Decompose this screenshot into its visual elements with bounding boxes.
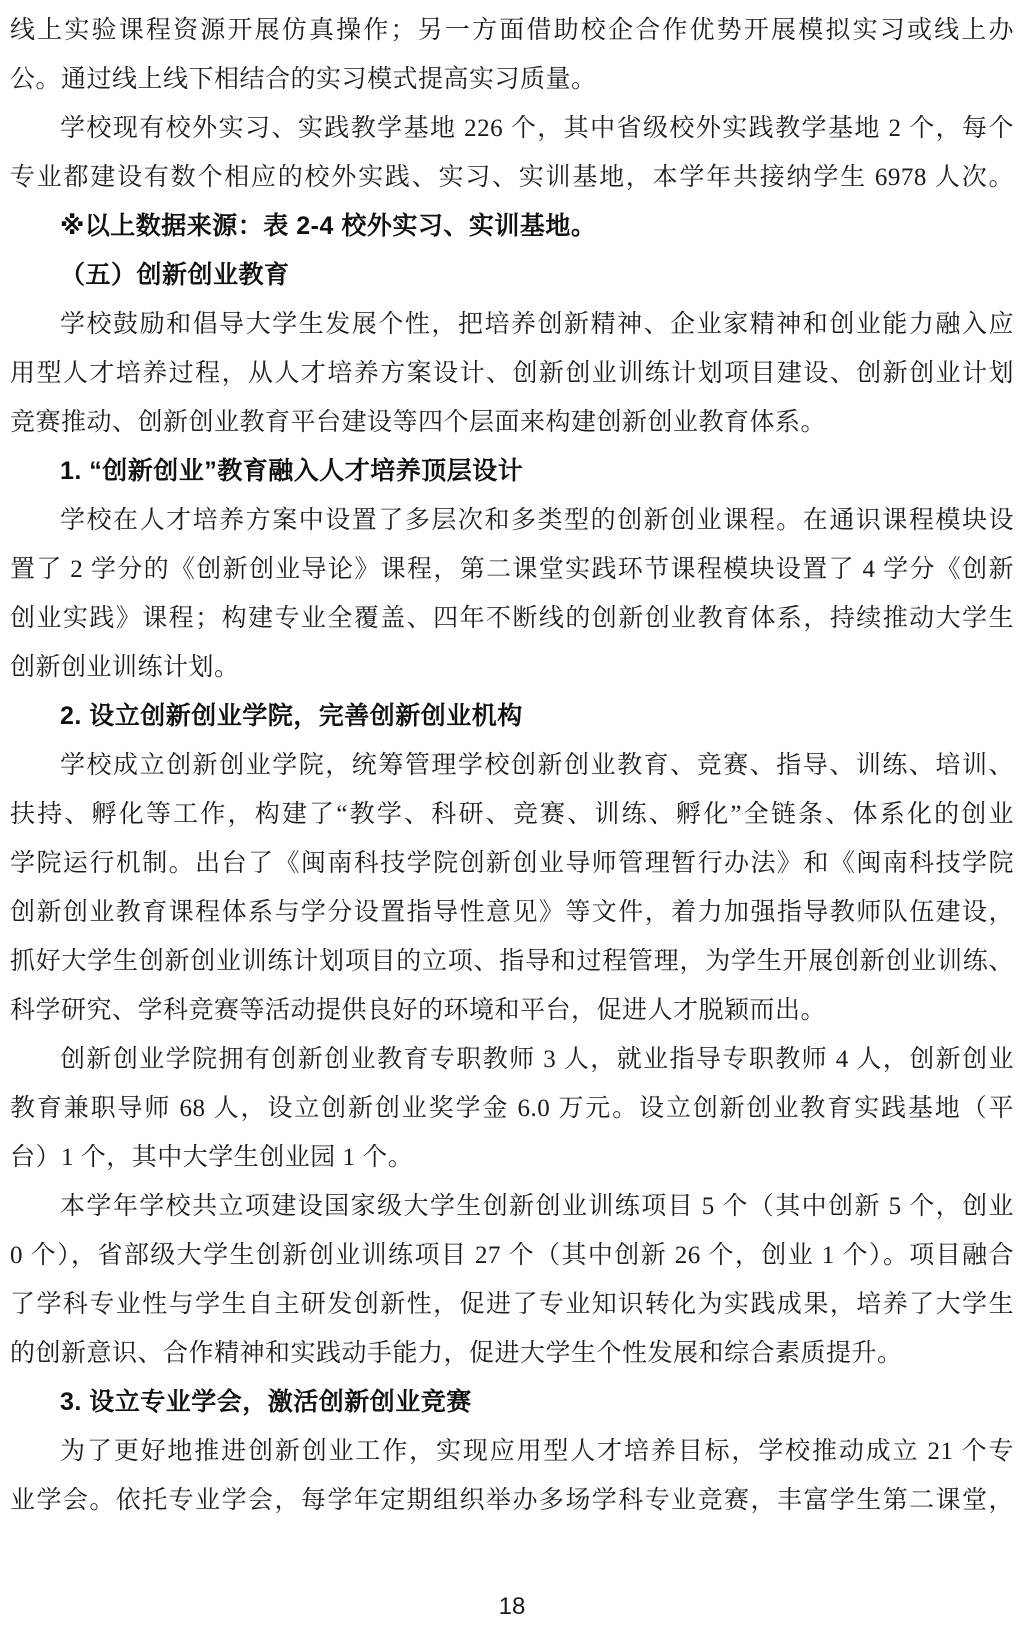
data-source-note: ※以上数据来源：表 2-4 校外实习、实训基地。 xyxy=(60,212,597,240)
text-line: 扶持、孵化等工作，构建了“教学、科研、竞赛、训练、孵化”全链条、体系化的创业 xyxy=(10,801,1014,828)
text-line: 学校在人才培养方案中设置了多层次和多类型的创新创业课程。在通识课程模块设 xyxy=(60,507,1014,534)
text-line: 学校鼓励和倡导大学生发展个性，把培养创新精神、企业家精神和创业能力融入应 xyxy=(60,311,1014,338)
text-line: 线上实验课程资源开展仿真操作；另一方面借助校企合作优势开展模拟实习或线上办 xyxy=(10,17,1014,44)
text-line: 专业都建设有数个相应的校外实践、实习、实训基地，本学年共接纳学生 6978 人次。 xyxy=(10,164,1014,191)
text-line: 抓好大学生创新创业训练计划项目的立项、指导和过程管理，为学生开展创新创业训练、 xyxy=(10,948,1014,975)
page-number: 18 xyxy=(498,1593,526,1620)
text-line: 的创新意识、合作精神和实践动手能力，促进大学生个性发展和综合素质提升。 xyxy=(10,1340,903,1367)
text-line: 学校现有校外实习、实践教学基地 226 个，其中省级校外实践教学基地 2 个，每个 xyxy=(60,115,1014,142)
text-line: 公。通过线上线下相结合的实习模式提高实习质量。 xyxy=(10,66,597,93)
document-body xyxy=(10,6,1014,1525)
text-line: 教育兼职导师 68 人，设立创新创业奖学金 6.0 万元。设立创新创业教育实践基地（平 xyxy=(10,1095,1014,1122)
text-line: 置了 2 学分的《创新创业导论》课程，第二课堂实践环节课程模块设置了 4 学分《创新 xyxy=(10,556,1014,583)
section-heading: 3. 设立专业学会，激活创新创业竞赛 xyxy=(60,1388,472,1416)
section-heading: 1. “创新创业”教育融入人才培养顶层设计 xyxy=(60,457,524,485)
text-line: 台）1 个，其中大学生创业园 1 个。 xyxy=(10,1144,414,1171)
text-line: 科学研究、学科竞赛等活动提供良好的环境和平台，促进人才脱颖而出。 xyxy=(10,997,827,1024)
text-line: 本学年学校共立项建设国家级大学生创新创业训练项目 5 个（其中创新 5 个，创业 xyxy=(60,1193,1014,1220)
text-line: 学校成立创新创业学院，统筹管理学校创新创业教育、竞赛、指导、训练、培训、 xyxy=(60,752,1014,779)
text-line: 为了更好地推进创新创业工作，实现应用型人才培养目标，学校推动成立 21 个专 xyxy=(60,1438,1014,1465)
text-line: 了学科专业性与学生自主研发创新性，促进了专业知识转化为实践成果，培养了大学生 xyxy=(10,1291,1014,1318)
text-line: 0 个），省部级大学生创新创业训练项目 27 个（其中创新 26 个，创业 1 个）。项目融合 xyxy=(10,1242,1014,1269)
text-line: 业学会。依托专业学会，每学年定期组织举办多场学科专业竞赛，丰富学生第二课堂， xyxy=(10,1487,1014,1514)
text-line: 竞赛推动、创新创业教育平台建设等四个层面来构建创新创业教育体系。 xyxy=(10,409,827,436)
text-line: 创新创业教育课程体系与学分设置指导性意见》等文件，着力加强指导教师队伍建设， xyxy=(10,899,1014,926)
text-line: 用型人才培养过程，从人才培养方案设计、创新创业训练计划项目建设、创新创业计划 xyxy=(10,360,1014,387)
section-heading: 2. 设立创新创业学院，完善创新创业机构 xyxy=(60,702,523,730)
text-line: 创业实践》课程；构建专业全覆盖、四年不断线的创新创业教育体系，持续推动大学生 xyxy=(10,605,1014,632)
section-heading: （五）创新创业教育 xyxy=(60,261,290,289)
text-line: 创新创业学院拥有创新创业教育专职教师 3 人，就业指导专职教师 4 人，创新创业 xyxy=(60,1046,1014,1073)
text-line: 学院运行机制。出台了《闽南科技学院创新创业导师管理暂行办法》和《闽南科技学院 xyxy=(10,850,1014,877)
text-line: 创新创业训练计划。 xyxy=(10,654,240,681)
